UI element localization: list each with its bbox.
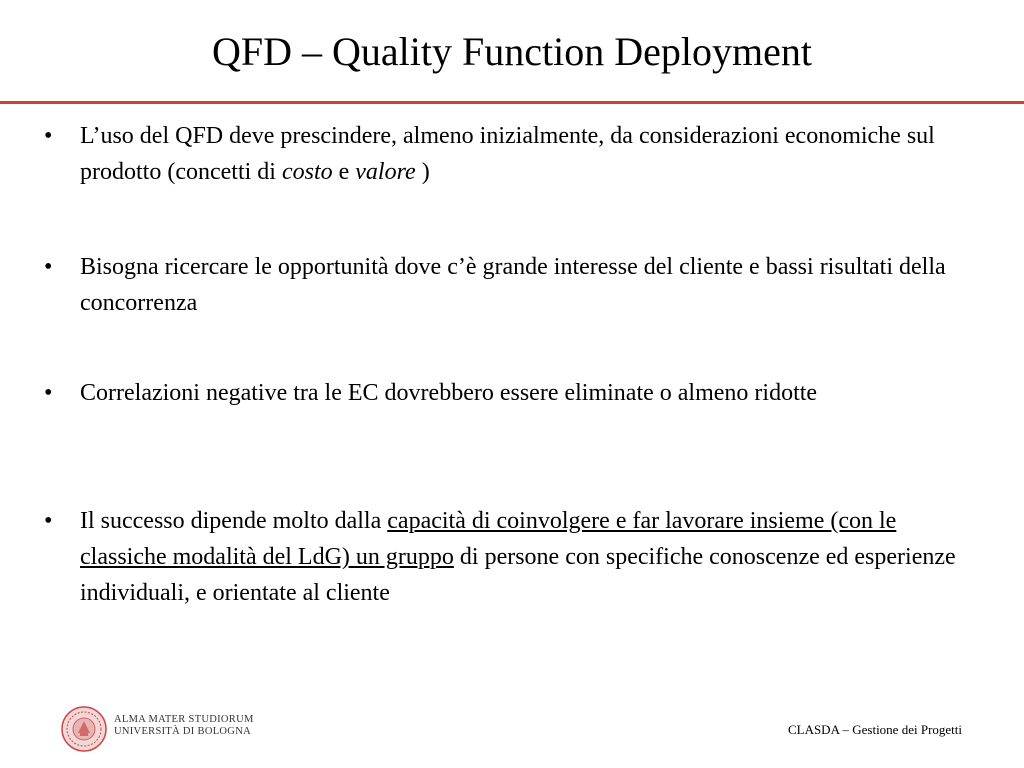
bullet-emphasis: costo [281, 159, 333, 185]
bullet-text [80, 118, 980, 190]
bullet-text-part: Il successo dipende molto dalla [80, 508, 388, 534]
bullet-text [80, 503, 980, 611]
bullet-marker: • [44, 508, 53, 534]
logo-line-1: ALMA MATER STUDIORUM [114, 714, 254, 725]
bullet-text-part: e [332, 159, 356, 185]
university-name [114, 714, 254, 738]
footer-course-label: CLASDA – Gestione dei Progetti [787, 722, 962, 737]
slide-title: QFD – Quality Function Deployment [212, 29, 812, 74]
title-divider [0, 101, 1024, 104]
bullet-marker: • [44, 123, 53, 149]
bullet-marker: • [44, 254, 53, 280]
bullet-text-part: L’uso del QFD deve prescindere, almeno inizialmente, da considerazioni economiche sul prodotto (concetti di [80, 123, 935, 185]
university-logo [60, 702, 260, 756]
bullet-text: Bisogna ricercare le opportunità dove c’è grande interesse del cliente e bassi risultati della concorrenza [80, 254, 946, 316]
bullet-marker: • [44, 380, 53, 406]
bullet-text-part: di persone con specifiche conoscenze ed esperienze individuali, e orientate al cliente [80, 544, 956, 606]
bullet-emphasis: valore [355, 159, 416, 185]
bullet-text-part: ) [415, 159, 430, 185]
university-seal-icon [60, 702, 108, 756]
bullet-text: Correlazioni negative tra le EC dovrebbero essere eliminate o almeno ridotte [80, 380, 818, 406]
logo-line-2: UNIVERSITÀ DI BOLOGNA [114, 726, 251, 737]
bullet-underlined-text: capacità di coinvolgere e far lavorare insieme (con le classiche modalità del LdG) un gruppo [80, 508, 897, 570]
